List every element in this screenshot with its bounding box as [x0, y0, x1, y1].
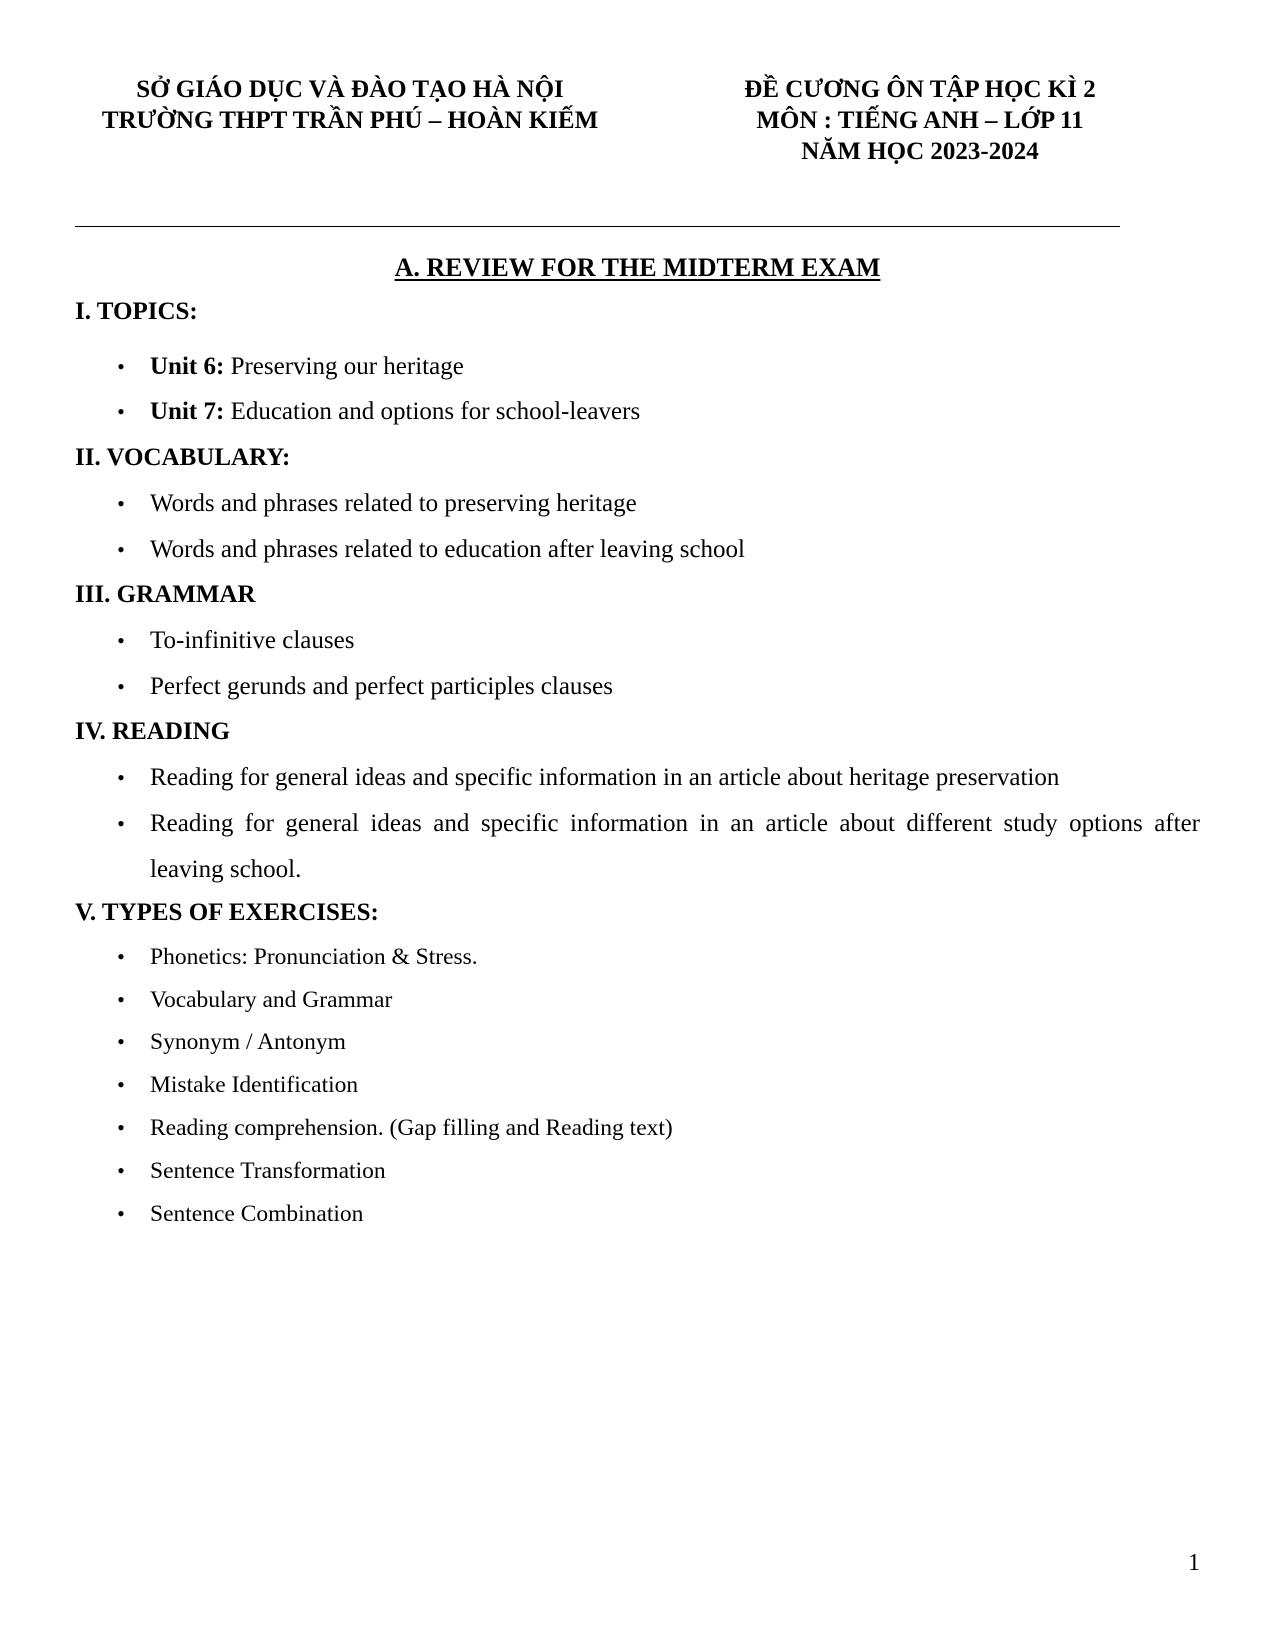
vocabulary-item: Words and phrases related to preserving heritage: [150, 490, 637, 517]
topic-text: Preserving our heritage: [224, 353, 464, 380]
bullet-icon: •: [117, 674, 125, 699]
grammar-item: To-infinitive clauses: [150, 627, 355, 654]
bullet-icon: •: [117, 1158, 125, 1183]
exercise-item: Phonetics: Pronunciation & Stress.: [150, 944, 478, 970]
topic-label: Unit 7:: [150, 398, 225, 425]
bullet-icon: •: [117, 354, 125, 379]
bullet-icon: •: [117, 537, 125, 562]
department-name: SỞ GIÁO DỤC VÀ ĐÀO TẠO HÀ NỘI: [136, 76, 564, 103]
topics-heading: I. TOPICS:: [75, 298, 198, 325]
bullet-icon: •: [117, 1201, 125, 1226]
exercises-heading: V. TYPES OF EXERCISES:: [75, 899, 379, 926]
bullet-icon: •: [117, 1072, 125, 1097]
exercise-item: Sentence Combination: [150, 1201, 364, 1227]
header-left: [80, 74, 620, 136]
school-name: TRƯỜNG THPT TRẦN PHÚ – HOÀN KIẾM: [101, 107, 599, 134]
grammar-heading: III. GRAMMAR: [75, 581, 256, 608]
bullet-icon: •: [117, 1115, 125, 1140]
topic-label: Unit 6:: [150, 353, 225, 380]
exercise-item: Sentence Transformation: [150, 1158, 386, 1184]
exercise-item: Vocabulary and Grammar: [150, 987, 393, 1013]
section-title: A. REVIEW FOR THE MIDTERM EXAM: [394, 253, 881, 282]
document-title: ĐỀ CƯƠNG ÔN TẬP HỌC KÌ 2: [744, 76, 1096, 103]
reading-item: Reading for general ideas and specific information in an article about different study options after leaving school.: [150, 810, 1200, 883]
vocabulary-item: Words and phrases related to education after leaving school: [150, 536, 745, 563]
vocabulary-heading: II. VOCABULARY:: [75, 444, 291, 471]
bullet-icon: •: [117, 944, 125, 969]
bullet-icon: •: [117, 1029, 125, 1054]
bullet-icon: •: [117, 811, 125, 836]
bullet-icon: •: [117, 399, 125, 424]
topic-item: [150, 351, 464, 383]
exercise-item: Reading comprehension. (Gap filling and Reading text): [150, 1115, 673, 1141]
exercise-item: Synonym / Antonym: [150, 1029, 346, 1055]
reading-item: Reading for general ideas and specific information in an article about heritage preservation: [150, 764, 1060, 791]
page-number: 1: [1188, 1550, 1200, 1576]
reading-heading: IV. READING: [75, 718, 231, 745]
bullet-icon: •: [117, 987, 125, 1012]
topic-item: [150, 396, 640, 428]
bullet-icon: •: [117, 765, 125, 790]
header-divider: [75, 226, 1120, 227]
school-year: NĂM HỌC 2023-2024: [801, 138, 1039, 165]
subject-line: MÔN : TIẾNG ANH – LỚP 11: [756, 107, 1084, 134]
topic-text: Education and options for school-leavers: [224, 398, 641, 425]
bullet-icon: •: [117, 628, 125, 653]
header-right: [700, 74, 1140, 167]
grammar-item: Perfect gerunds and perfect participles clauses: [150, 673, 613, 700]
exercise-item: Mistake Identification: [150, 1072, 359, 1098]
bullet-icon: •: [117, 491, 125, 516]
